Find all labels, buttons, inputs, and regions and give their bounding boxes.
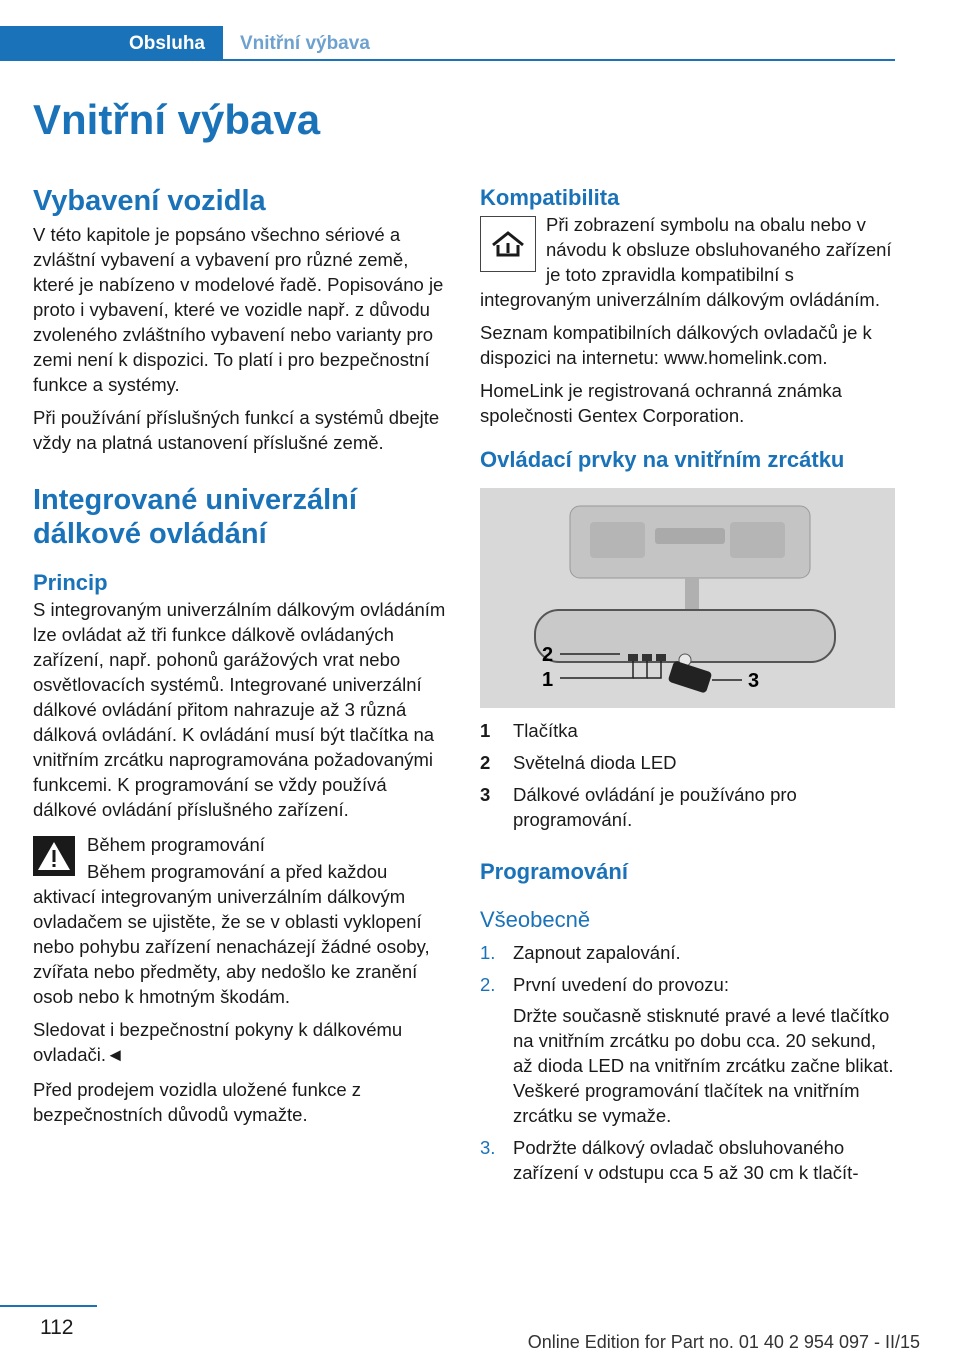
subsection-title-programovani: Programování — [480, 859, 628, 884]
homelink-house-icon — [480, 216, 536, 272]
mirror-controls-figure — [480, 488, 895, 708]
legend-item: 1 Tlačítka — [480, 720, 578, 741]
edition-footer: Online Edition for Part no. 01 40 2 954 097 - II/15 — [527, 1332, 920, 1352]
tab-obsluha[interactable]: Obsluha — [0, 26, 223, 61]
warning-title: Během programování — [87, 834, 265, 855]
figure-label-1: 1 — [542, 669, 554, 691]
warning-note: Sledovat i bezpečnostní pokyny k dálkovému ovladači.◄ — [33, 1019, 403, 1065]
paragraph: Seznam kompatibilních dálkových ovladačů je k dispozici na internetu: www.homelink.com. — [480, 322, 872, 368]
warning-block — [33, 832, 448, 1067]
figure-legend — [480, 718, 895, 832]
page-title: Vnitřní výbava — [33, 96, 321, 143]
section-title-integrovane: Integrované univerzální dálkové ovládání — [33, 484, 357, 550]
page-number-rule — [0, 1305, 97, 1307]
right-column — [480, 184, 895, 1192]
subsection-title-vseobecne: Všeobecně — [480, 907, 591, 932]
warning-text: Během programování a před každou aktivací integrovaným univerzálním dálkovým ovladačem se ujistěte, že se v oblasti vyklopení nebo pohybu zařízení nenacházejí žádné osoby, zvířata nebo předměty, aby nedošlo ke zranění osob nebo k hmotným škodám. — [33, 861, 430, 1007]
subsection-title-princip: Princip — [33, 570, 108, 595]
paragraph: S integrovaným univerzálním dálkovým ovládáním lze ovládat až tři funkce dálkově ovládaných zařízení, např. pohonů garážových vrat nebo osvětlovacích systémů. Integrované univerzální dálkové ovládání přitom nahrazuje až 3 různá dálková ovládání. K ovládání musí být tlačítka na vnitřním zrcátku naprogramována požadovanými funkcemi. K programování se vždy používá dálkové ovládání příslušného zařízení. — [33, 599, 446, 820]
step-item: 2. První uvedení do provozu: Držte současně stisknuté pravé a levé tlačítko na vnitřním zrcátku po dobu cca. 20 sekund, až dioda LED na vnitřním zrcátku začne blikat. Veškeré programování tlačítek na vnitřním zrcátku se vymaže. — [480, 974, 894, 1126]
tab-vnitrni-vybava[interactable]: Vnitřní výbava — [240, 33, 370, 54]
figure-label-3: 3 — [748, 670, 760, 692]
section-title-vybaveni: Vybavení vozidla — [33, 185, 266, 217]
legend-item: 2 Světelná dioda LED — [480, 752, 677, 773]
subsection-title-ovladaci: Ovládací prvky na vnitřním zrcátku — [480, 447, 845, 472]
legend-item: 3 Dálkové ovládání je používáno pro programování. — [480, 784, 797, 830]
left-column — [33, 184, 448, 1135]
step-item: 1. Zapnout zapalování. — [480, 942, 681, 963]
figure-label-2: 2 — [542, 644, 554, 666]
paragraph: Při zobrazení symbolu na obalu nebo v návodu k obsluze obsluhovaného zařízení je toto zpravidla kompatibilní s integrovaným univerzálním dálkovým ovládáním. — [480, 214, 892, 310]
subsection-title-kompatibilita: Kompatibilita — [480, 185, 620, 210]
page-number: 112 — [40, 1316, 74, 1339]
paragraph: Před prodejem vozidla uložené funkce z bezpečnostních důvodů vymažte. — [33, 1079, 362, 1125]
warning-triangle-icon — [33, 836, 75, 876]
header-tabbar — [0, 26, 895, 61]
paragraph: Při používání příslušných funkcí a systémů dbejte vždy na platná ustanovení příslušné země. — [33, 407, 440, 453]
mirror-illustration — [480, 488, 895, 708]
header-rule — [0, 59, 895, 61]
step-item: 3. Podržte dálkový ovladač obsluhovaného zařízení v odstupu cca 5 až 30 cm k tlačít- — [480, 1137, 859, 1183]
paragraph: V této kapitole je popsáno všechno sériové a zvláštní vybavení a vybavení pro různé země, které je nabízeno v modelové řadě. Popisováno je proto i vybavení, které ve vozidle např. z důvodu zvoleného zvláštního vybavení nebo varianty pro zemi není k dispozici. To platí i pro bezpečnostní funkce a systémy. — [33, 224, 444, 395]
paragraph: HomeLink je registrovaná ochranná známka společnosti Gentex Corporation. — [480, 380, 842, 426]
programming-steps — [480, 940, 895, 1185]
